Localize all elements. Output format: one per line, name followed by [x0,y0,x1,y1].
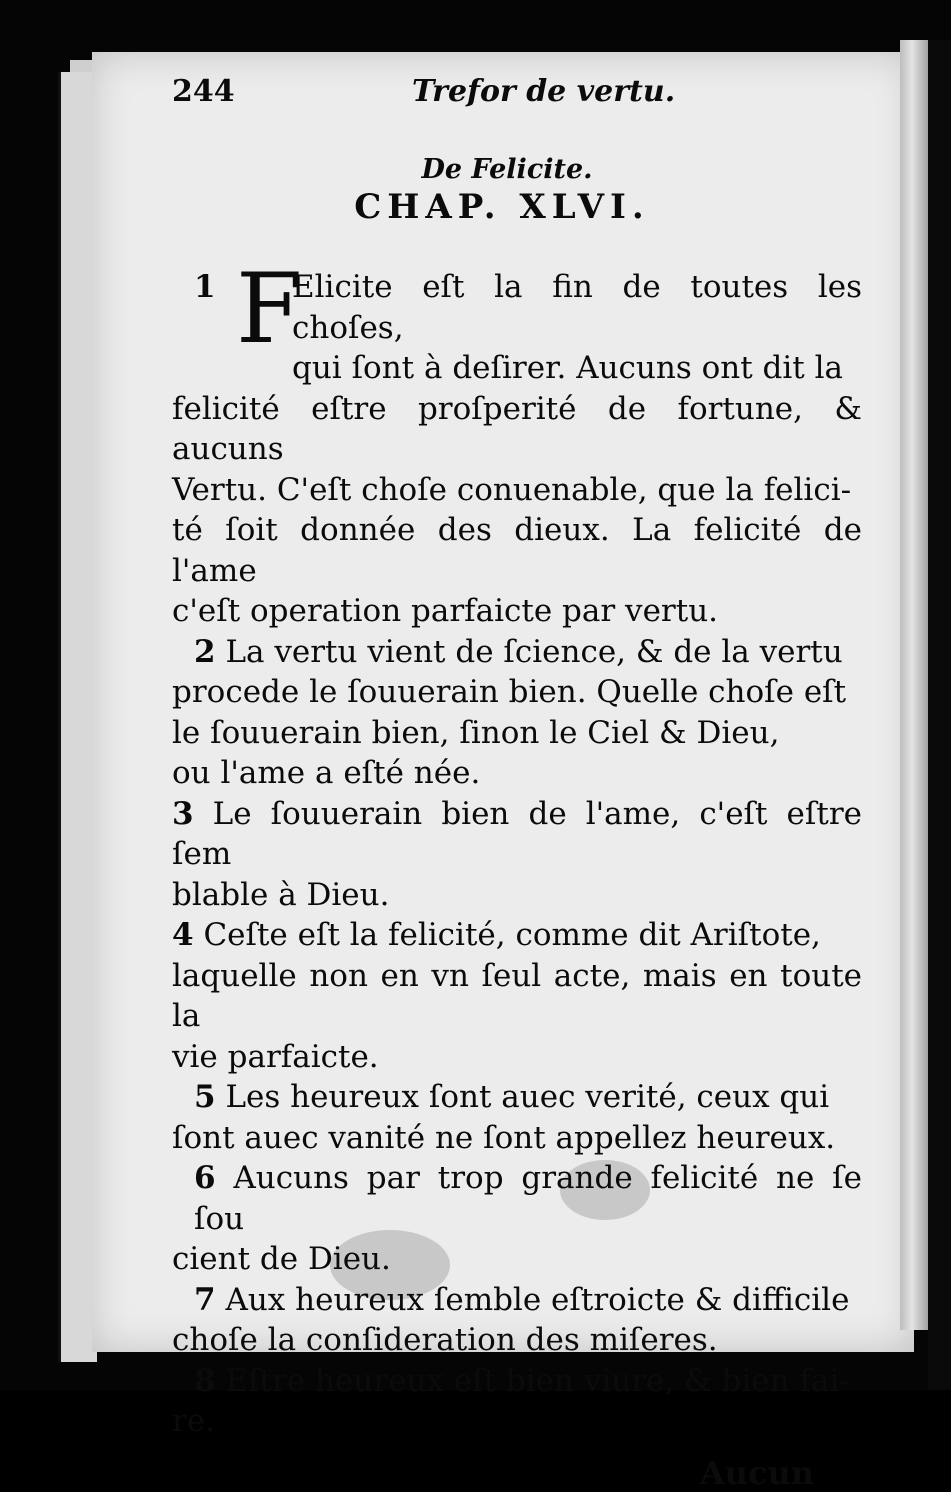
catchword: Aucun [699,1453,814,1492]
paragraph-number: 7 [194,1281,216,1318]
line-text: Les heureux ſont auec verité, ceux qui [225,1079,830,1115]
text-line: le ſouuerain bien, ſinon le Ciel & Dieu, [172,714,780,751]
paragraph-number: 5 [194,1079,216,1115]
paragraph-7 [172,1280,862,1361]
text-line: té ſoit donnée des dieux. La felicité de l'ame [172,512,862,589]
paragraph-number: 8 [194,1362,216,1399]
line-text: Eſtre heureux eſt bien viure, & bien fai- [225,1362,850,1399]
text-line: c'eſt operation parfaicte par vertu. [172,593,719,629]
binding-gutter [900,40,930,1330]
paragraph-number: 6 [194,1160,216,1196]
chapter-body [172,253,862,1442]
paragraph-number: 2 [194,633,216,670]
text-line [172,1280,862,1321]
text-line: ſont auec vanité ne ſont appellez heureux. [172,1119,836,1156]
text-line [172,915,862,956]
text-line: laquelle non en vn ſeul acte, mais en toute la [172,957,862,1034]
scan-border [928,40,951,1390]
paragraph-8 [172,1361,862,1442]
text-line: qui ſont à deſirer. Aucuns ont dit la [292,350,844,386]
paragraph-number: 4 [172,917,194,953]
running-title: Trefor de vertu. [412,74,676,109]
section-title: De Felicite. [421,154,593,185]
text-line: blable à Dieu. [172,876,390,913]
line-text: Aux heureux ſemble eſtroicte & difficile [225,1281,850,1318]
line-text: Le ſouuerain bien de l'ame, c'eſt eſtre ſem [172,795,862,872]
text-line: vie parfaicte. [172,1038,379,1075]
paragraph-number: 1 [194,269,216,305]
text-line: re. [172,1403,216,1439]
chapter-title: CHAP. XLVI. [354,187,650,227]
line-text: Ceſte eſt la felicité, comme dit Ariſtote, [203,917,821,953]
text-line: Elicite eſt la fin de toutes les choſes, [292,269,862,346]
text-line [172,1158,862,1239]
text-line: procede le ſouuerain bien. Quelle choſe eſt [172,674,847,710]
text-line [172,794,862,875]
text-line [172,1077,862,1118]
line-text: La vertu vient de ſcience, & de la vertu [225,633,843,670]
running-header [172,60,862,110]
paragraph-3 [172,794,862,916]
text-line: ou l'ame a eſté née. [172,755,481,791]
text-line [172,632,862,673]
page-text [172,60,862,1492]
text-line: choſe la conſideration des miſeres. [172,1322,718,1358]
line-text: Aucuns par trop grande felicité ne ſe ſou [194,1160,862,1237]
drop-capital: F [236,253,303,365]
paragraph-number: 3 [172,795,194,832]
page-number: 244 [172,74,235,109]
text-line: Vertu. C'eſt choſe conuenable, que la felici- [172,471,852,508]
paragraph-2 [172,632,862,794]
text-line: cient de Dieu. [172,1241,391,1277]
text-line [172,1361,862,1402]
paragraph-5 [172,1077,862,1158]
paragraph-6 [172,1158,862,1280]
text-line: felicité eſtre proſperité de fortune, & aucuns [172,390,862,467]
paragraph-1 [172,253,862,632]
paragraph-4 [172,915,862,1077]
